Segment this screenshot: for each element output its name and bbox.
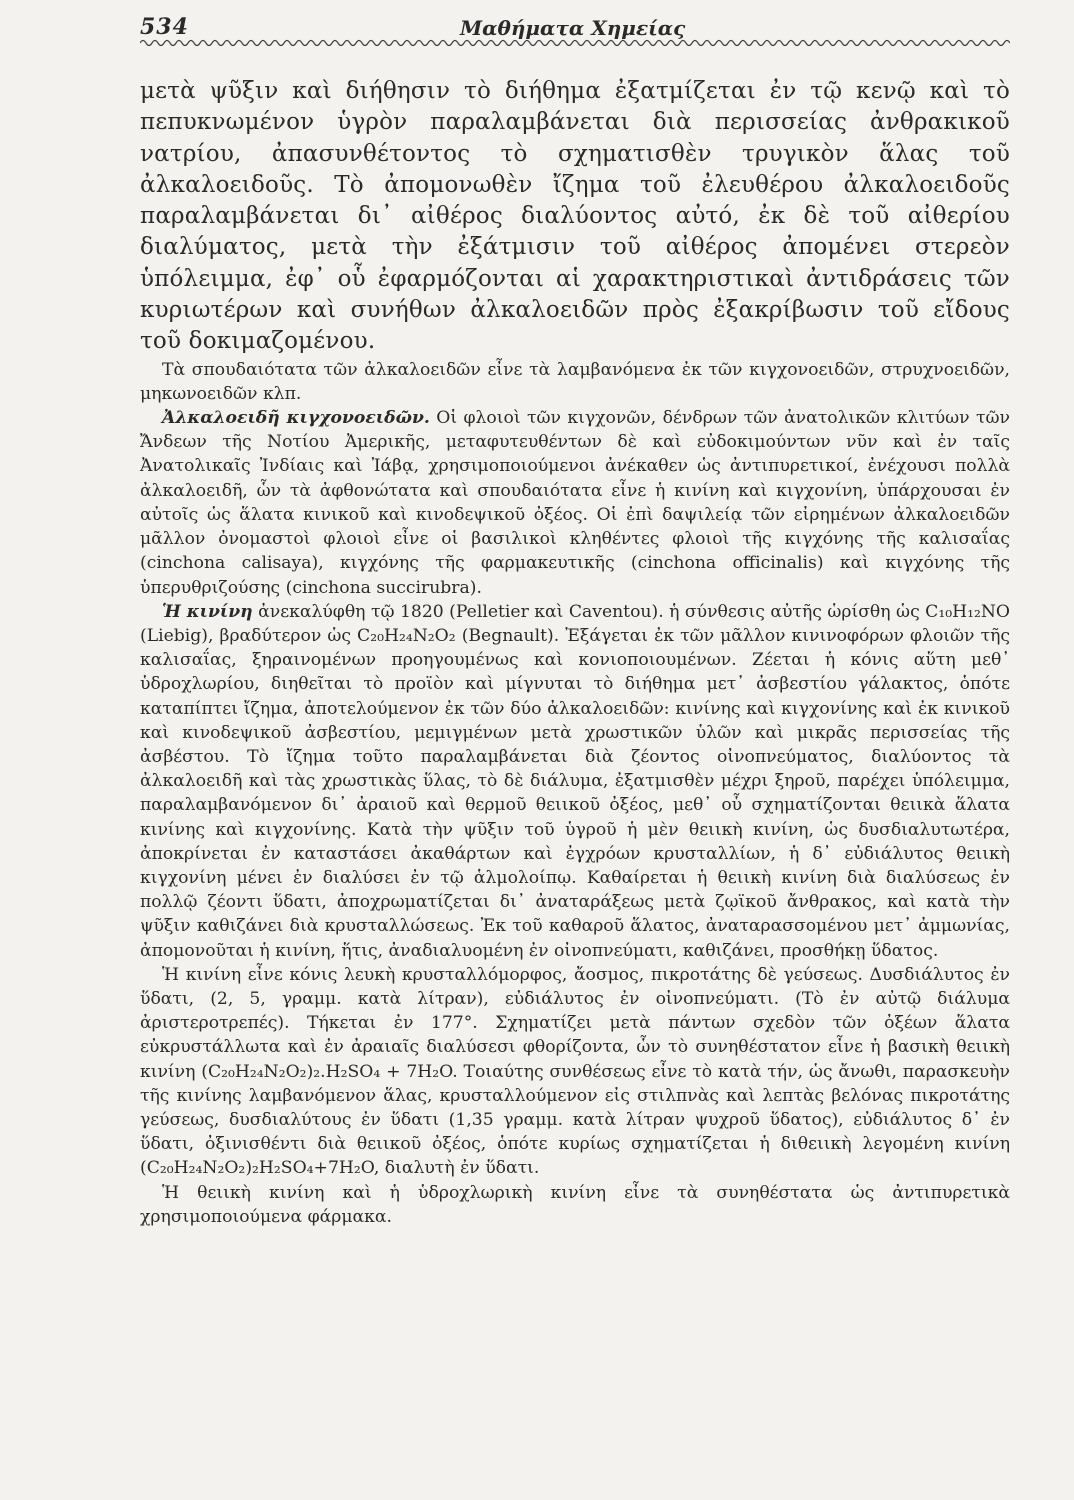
header-wavy-rule — [140, 36, 1010, 50]
paragraph-text: Οἱ φλοιοὶ τῶν κιγχονῶν, δένδρων τῶν ἀνατολικῶν κλιτύων τῶν Ἄνδεων τῆς Νοτίου Ἀμερικῆς, μεταφυτευθέντων δὲ καὶ εὐδοκιμούντων νῦν καὶ ἐν ταῖς Ἀνατολικαῖς Ἰνδίαις καὶ Ἰάβᾳ, χρησιμοποιούμενοι ἀνέκαθεν ὡς ἀντιπυρετικοί, ἐνέχουσι πολλὰ ἀλκαλοειδῆ, ὧν τὰ ἀφθονώτατα καὶ σπουδαιότατα εἶνε ἡ κινίνη καὶ κιγχονίνη, ὑπάρχουσαι ἐν αὐτοῖς ὡς ἅλατα κινικοῦ καὶ κινοδεψικοῦ ὀξέος. Οἱ ἐπὶ δαψιλείᾳ τῶν εἰρημένων ἀλκαλοειδῶν μᾶλλον ὀνομαστοὶ φλοιοὶ εἶνε οἱ βασιλικοὶ κληθέντες φλοιοὶ τῆς κιγχόνης τῆς καλισαΐας (cinchona calisaya), κιγχόνης τῆς φαρμακευτικῆς (cinchona officinalis) καὶ κιγχόνης τῆς ὑπερυθριζούσης (cinchona succirubra). — [140, 408, 1010, 598]
running-title: Μαθήματα Χημείας — [460, 16, 686, 40]
paragraph-text: ἀνεκαλύφθη τῷ 1820 (Pelletier καὶ Caventou). ἡ σύνθεσις αὐτῆς ὡρίσθη ὡς C₁₀H₁₂NO (Liebig), βραδύτερον ὡς C₂₀H₂₄N₂O₂ (Begnault). Ἐξάγεται ἐκ τῶν μᾶλλον κινινοφόρων φλοιῶν τῆς καλισαΐας, ξηραινομένων προηγουμένως καὶ κονιοποιουμένων. Ζέεται ἡ κόνις αὕτη μεθ᾽ ὑδροχλωρίου, διηθεῖται τὸ προϊὸν καὶ μίγνυται τὸ διήθημα μετ᾽ ἀσβεστίου γάλακτος, ὁπότε καταπίπτει ἴζημα, ἀποτελούμενον ἐκ τῶν δύο ἀλκαλοειδῶν: κινίνης καὶ κιγχονίνης καὶ ἐκ κινικοῦ καὶ κινοδεψικοῦ ἀσβεστίου, μεμιγμένων μετὰ χρωστικῶν ὑλῶν καὶ μικρᾶς περισσείας τῆς ἀσβέστου. Τὸ ἴζημα τοῦτο παραλαμβάνεται διὰ ζέοντος οἰνοπνεύματος, διαλύοντος τὰ ἀλκαλοειδῆ καὶ τὰς χρωστικὰς ὕλας, τὸ δὲ διάλυμα, ἐξατμισθὲν μέχρι ξηροῦ, παρέχει ὑπόλειμμα, παραλαμβανόμενον δι᾽ ἀραιοῦ καὶ θερμοῦ θειικοῦ ὀξέος, μεθ᾽ οὗ σχηματίζονται θειικὰ ἅλατα κινίνης καὶ κιγχονίνης. Κατὰ τὴν ψῦξιν τοῦ ὑγροῦ ἡ μὲν θειικὴ κινίνη, ὡς δυσδιαλυτωτέρα, ἀποκρίνεται ἐν καταστάσει ἀκαθάρτων καὶ ἐγχρόων κρυσταλλίων, ἡ δ᾽ εὐδιάλυτος θειικὴ κιγχονίνη μένει ἐν διαλύσει ἐν τῷ ἁλμολοίπῳ. Καθαίρεται ἡ θειικὴ κινίνη διὰ διαλύσεως ἐν πολλῷ ζέοντι ὕδατι, ἀποχρωματίζεται δι᾽ ἀναταράξεως μετὰ ζῳϊκοῦ ἄνθρακος, καὶ κατὰ τὴν ψῦξιν καθιζάνει διὰ κρυσταλλώσεως. Ἐκ τοῦ καθαροῦ ἅλατος, ἀναταρασσομένου μετ᾽ ἀμμωνίας, ἀπομονοῦται ἡ κινίνη, ἥτις, ἀναδιαλυομένη ἐν οἰνοπνεύματι, καθιζάνει, προσθήκῃ ὕδατος. — [140, 601, 1010, 961]
section-heading: Ἀλκαλοειδῆ κιγχονοειδῶν. — [162, 408, 430, 429]
paragraph-alkaloids-intro — [140, 358, 1010, 406]
section-heading: Ἡ κινίνη — [162, 601, 253, 622]
paragraph-text: Ἡ κινίνη εἶνε κόνις λευκὴ κρυσταλλόμορφος, ἄοσμος, πικροτάτης δὲ γεύσεως. Δυσδιάλυτος ἐν ὕδατι, (2, 5, γραμμ. κατὰ λίτραν), εὐδιάλυτος ἐν οἰνοπνεύματι. (Τὸ ἐν αὐτῷ διάλυμα ἀριστεροτρεπές). Τήκεται ἐν 177°. Σχηματίζει μετὰ πάντων σχεδὸν τῶν ὀξέων ἅλατα εὐκρυστάλλωτα καὶ ἐν ἀραιαῖς διαλύσεσι φθορίζοντα, ὧν τὸ συνηθέστατον εἶνε ἡ βασικὴ θειικὴ κινίνη (C₂₀H₂₄N₂O₂)₂.H₂SO₄ + 7H₂O. Τοιαύτης συνθέσεως εἶνε τὸ κατὰ τήν, ὡς ἄνωθι, παρασκευὴν τῆς κινίνης λαμβανόμενον ἅλας, κρυσταλλούμενον εἰς στιλπνὰς καὶ λεπτὰς βελόνας πικροτάτης γεύσεως, δυσδιαλύτους ἐν ὕδατι (1,35 γραμμ. κατὰ λίτραν ψυχροῦ ὕδατος), εὐδιάλυτος δ᾽ ἐν ὕδατι, ὀξινισθέντι διὰ θειικοῦ ὀξέος, ὁπότε κυρίως σχηματίζεται ἡ διθειικὴ λεγομένη κινίνη (C₂₀H₂₄N₂O₂)₂H₂SO₄+7H₂O, διαλυτὴ ἐν ὕδατι. — [140, 964, 1010, 1179]
paragraph-quinine-uses — [140, 1181, 1010, 1229]
page-number: 534 — [140, 14, 189, 40]
paragraph-quinine-discovery — [140, 600, 1010, 963]
paragraph-continuation — [140, 76, 1010, 358]
paragraph-text: Ἡ θειικὴ κινίνη καὶ ἡ ὑδροχλωρικὴ κινίνη εἶνε τὰ συνηθέστατα ὡς ἀντιπυρετικὰ χρησιμοποιούμενα φάρμακα. — [140, 1182, 1010, 1227]
paragraph-text: Τὰ σπουδαιότατα τῶν ἀλκαλοειδῶν εἶνε τὰ λαμβανόμενα ἐκ τῶν κιγχονοειδῶν, στρυχνοειδῶν, μηκωνοειδῶν κλπ. — [140, 359, 1010, 404]
page-body — [140, 76, 1010, 1229]
paragraph-text: μετὰ ψῦξιν καὶ διήθησιν τὸ διήθημα ἐξατμίζεται ἐν τῷ κενῷ καὶ τὸ πεπυκνωμένον ὑγρὸν παραλαμβάνεται διὰ περισσείας ἀνθρακικοῦ νατρίου, ἀπασυνθέτοντος τὸ σχηματισθὲν τρυγικὸν ἅλας τοῦ ἀλκαλοειδοῦς. Τὸ ἀπομονωθὲν ἴζημα τοῦ ἐλευθέρου ἀλκαλοειδοῦς παραλαμβάνεται δι᾽ αἰθέρος διαλύοντος αὐτό, ἐκ δὲ τοῦ αἰθερίου διαλύματος, μετὰ τὴν ἐξάτμισιν τοῦ αἰθέρος ἀπομένει στερεὸν ὑπόλειμμα, ἐφ᾽ οὗ ἐφαρμόζονται αἱ χαρακτηριστικαὶ ἀντιδράσεις τῶν κυριωτέρων καὶ συνήθων ἀλκαλοειδῶν πρὸς ἐξακρίβωσιν τοῦ εἴδους τοῦ δοκιμαζομένου. — [140, 78, 1010, 355]
paragraph-cinchona-alkaloids — [140, 406, 1010, 600]
paragraph-quinine-properties — [140, 963, 1010, 1181]
